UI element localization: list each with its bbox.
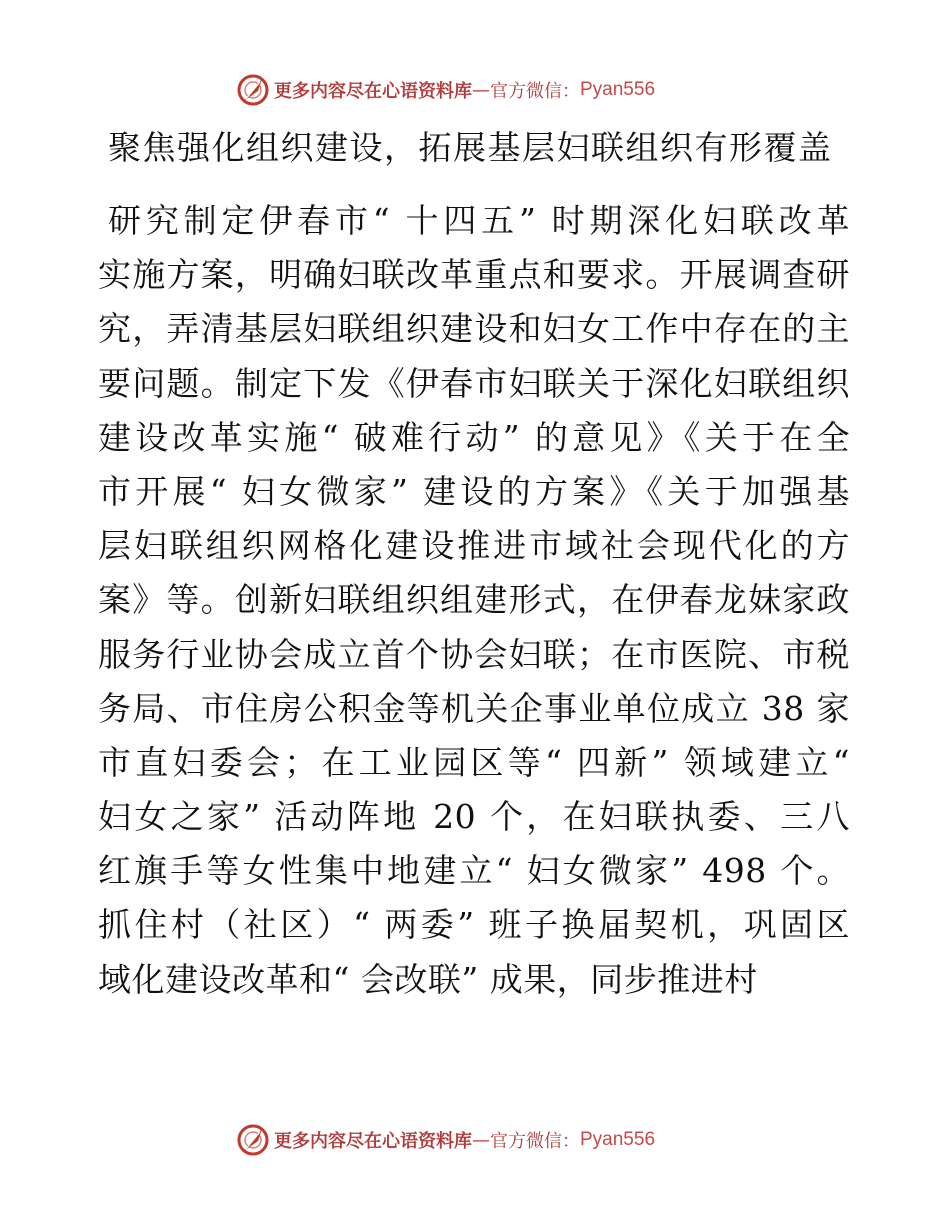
body-paragraph xyxy=(98,194,850,1007)
paragraph-line: 服务行业协会成立首个协会妇联；在市医院、市税 xyxy=(98,634,850,674)
paragraph-line: 研究制定伊春市“ 十四五” 时期深化妇联改革 xyxy=(108,201,850,240)
watermark-wechat-label: 官方微信： xyxy=(490,81,580,102)
paragraph-line: 务局、市住房公积金等机关企事业单位成立 38 家 xyxy=(98,688,850,728)
watermark-separator: — xyxy=(472,79,490,101)
quill-pen-logo-icon xyxy=(236,73,270,107)
watermark-wechat-id: Pyan556 xyxy=(580,79,656,100)
paragraph-line: 市直妇委会；在工业园区等“ 四新” 领域建立“ xyxy=(98,742,850,782)
paragraph-line: 抓住村（社区）“ 两委” 班子换届契机，巩固区 xyxy=(98,905,850,945)
paragraph-line: 实施方案，明确妇联改革重点和要求。开展调查研 xyxy=(98,255,850,295)
header-watermark xyxy=(236,72,655,108)
watermark-brand-text: 更多内容尽在心语资料库 xyxy=(274,81,472,102)
paragraph-line: 案》等。创新妇联组织组建形式，在伊春龙妹家政 xyxy=(98,580,850,620)
paragraph-line: 红旗手等女性集中地建立“ 妇女微家” 498 个。 xyxy=(98,851,850,891)
paragraph-line: 究，弄清基层妇联组织建设和妇女工作中存在的主 xyxy=(98,309,850,349)
quill-pen-logo-icon xyxy=(236,1123,270,1157)
watermark-wechat-label: 官方微信： xyxy=(490,1131,580,1152)
watermark-separator: — xyxy=(472,1129,490,1151)
footer-watermark xyxy=(236,1122,655,1158)
watermark-brand-text: 更多内容尽在心语资料库 xyxy=(274,1131,472,1152)
paragraph-line: 建设改革实施“ 破难行动” 的意见》《关于在全 xyxy=(98,417,850,457)
paragraph-line: 妇女之家” 活动阵地 20 个，在妇联执委、三八 xyxy=(98,797,850,837)
paragraph-line: 域化建设改革和“ 会改联” 成果，同步推进村 xyxy=(98,959,758,999)
paragraph-line: 市开展“ 妇女微家” 建设的方案》《关于加强基 xyxy=(98,471,850,511)
paragraph-line: 要问题。制定下发《伊春市妇联关于深化妇联组织 xyxy=(98,363,850,403)
section-heading: 聚焦强化组织建设，拓展基层妇联组织有形覆盖 xyxy=(108,128,833,167)
paragraph-line: 层妇联组织网格化建设推进市域社会现代化的方 xyxy=(98,526,850,566)
watermark-wechat-id: Pyan556 xyxy=(580,1129,656,1150)
